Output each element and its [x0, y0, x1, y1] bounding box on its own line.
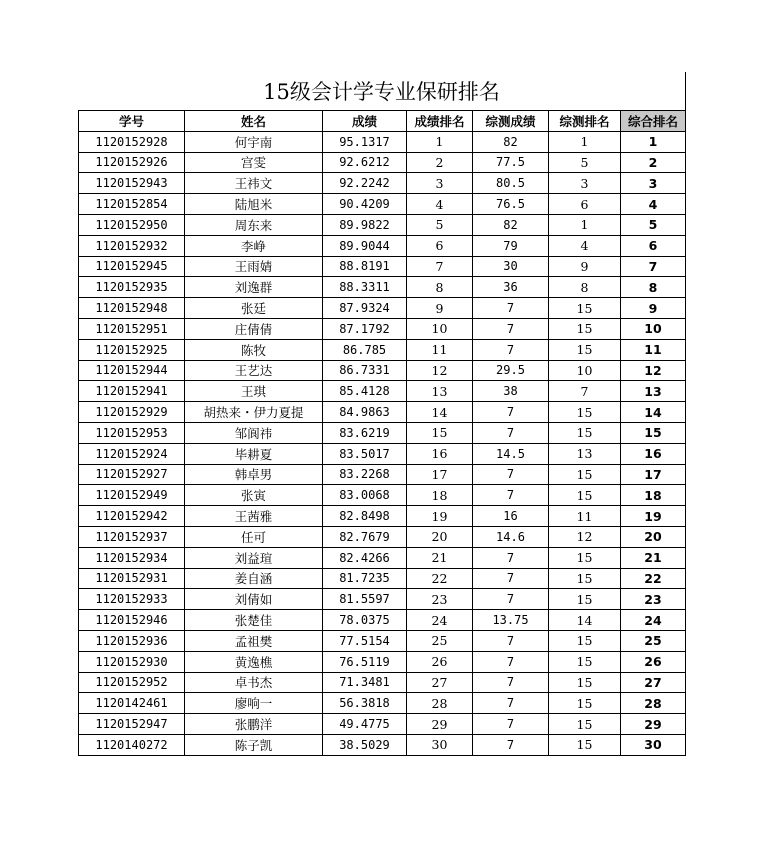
name-cell[interactable]: 卓书杰 — [185, 672, 323, 693]
score-rank-cell[interactable]: 18 — [407, 485, 473, 506]
student-id-cell[interactable]: 1120152941 — [79, 381, 185, 402]
eval-rank-cell[interactable]: 3 — [549, 173, 621, 194]
table-row — [79, 277, 686, 298]
overall-rank-cell[interactable]: 17 — [621, 464, 686, 485]
score-cell[interactable]: 83.5017 — [323, 443, 407, 464]
table-row — [79, 714, 686, 735]
table-row — [79, 485, 686, 506]
eval-rank-cell[interactable]: 4 — [549, 235, 621, 256]
score-rank-cell[interactable]: 21 — [407, 547, 473, 568]
score-rank-cell[interactable]: 19 — [407, 506, 473, 527]
table-row — [79, 422, 686, 443]
student-id-cell[interactable]: 1120152935 — [79, 277, 185, 298]
score-rank-cell[interactable]: 26 — [407, 651, 473, 672]
table-row — [79, 381, 686, 402]
score-rank-cell[interactable]: 14 — [407, 402, 473, 423]
overall-rank-cell[interactable]: 30 — [621, 734, 686, 755]
eval-score-cell[interactable]: 7 — [473, 714, 549, 735]
overall-rank-cell[interactable]: 10 — [621, 318, 686, 339]
eval-rank-cell[interactable]: 8 — [549, 277, 621, 298]
eval-score-cell[interactable]: 7 — [473, 422, 549, 443]
eval-rank-cell[interactable]: 15 — [549, 422, 621, 443]
eval-score-cell[interactable]: 80.5 — [473, 173, 549, 194]
student-id-cell[interactable]: 1120152927 — [79, 464, 185, 485]
student-id-cell[interactable]: 1120140272 — [79, 734, 185, 755]
score-rank-cell[interactable]: 28 — [407, 693, 473, 714]
name-cell[interactable]: 廖响一 — [185, 693, 323, 714]
eval-score-cell[interactable]: 77.5 — [473, 152, 549, 173]
score-rank-cell[interactable]: 23 — [407, 589, 473, 610]
table-row — [79, 672, 686, 693]
overall-rank-cell[interactable]: 6 — [621, 235, 686, 256]
name-cell[interactable]: 王艺达 — [185, 360, 323, 381]
eval-score-cell[interactable]: 7 — [473, 298, 549, 319]
name-cell[interactable]: 邹阆祎 — [185, 422, 323, 443]
table-row — [79, 547, 686, 568]
eval-rank-cell[interactable]: 15 — [549, 651, 621, 672]
score-rank-cell[interactable]: 20 — [407, 526, 473, 547]
score-cell[interactable]: 78.0375 — [323, 610, 407, 631]
header-overall-rank[interactable]: 综合排名 — [621, 111, 686, 132]
score-rank-cell[interactable]: 8 — [407, 277, 473, 298]
overall-rank-cell[interactable]: 2 — [621, 152, 686, 173]
table-row — [79, 256, 686, 277]
score-cell[interactable]: 87.9324 — [323, 298, 407, 319]
eval-score-cell[interactable]: 7 — [473, 672, 549, 693]
student-id-cell[interactable]: 1120152933 — [79, 589, 185, 610]
name-cell[interactable]: 何宇南 — [185, 131, 323, 152]
student-id-cell[interactable]: 1120152936 — [79, 630, 185, 651]
overall-rank-cell[interactable]: 9 — [621, 298, 686, 319]
name-cell[interactable]: 张楚佳 — [185, 610, 323, 631]
table-row — [79, 589, 686, 610]
student-id-cell[interactable]: 1120152943 — [79, 173, 185, 194]
score-rank-cell[interactable]: 16 — [407, 443, 473, 464]
eval-score-cell[interactable]: 79 — [473, 235, 549, 256]
eval-score-cell[interactable]: 7 — [473, 651, 549, 672]
name-cell[interactable]: 刘益瑄 — [185, 547, 323, 568]
table-row — [79, 526, 686, 547]
score-cell[interactable]: 92.2242 — [323, 173, 407, 194]
eval-rank-cell[interactable]: 10 — [549, 360, 621, 381]
student-id-cell[interactable]: 1120152942 — [79, 506, 185, 527]
eval-rank-cell[interactable]: 7 — [549, 381, 621, 402]
student-id-cell[interactable]: 1120152930 — [79, 651, 185, 672]
score-rank-cell[interactable]: 10 — [407, 318, 473, 339]
score-cell[interactable]: 83.2268 — [323, 464, 407, 485]
score-rank-cell[interactable]: 22 — [407, 568, 473, 589]
score-rank-cell[interactable]: 4 — [407, 194, 473, 215]
score-cell[interactable]: 90.4209 — [323, 194, 407, 215]
score-cell[interactable]: 81.5597 — [323, 589, 407, 610]
eval-score-cell[interactable]: 14.6 — [473, 526, 549, 547]
overall-rank-cell[interactable]: 8 — [621, 277, 686, 298]
student-id-cell[interactable]: 1120152950 — [79, 214, 185, 235]
name-cell[interactable]: 韩卓男 — [185, 464, 323, 485]
name-cell[interactable]: 王茜雅 — [185, 506, 323, 527]
table-row — [79, 630, 686, 651]
eval-rank-cell[interactable]: 1 — [549, 214, 621, 235]
eval-score-cell[interactable]: 7 — [473, 734, 549, 755]
name-cell[interactable]: 黄逸樵 — [185, 651, 323, 672]
overall-rank-cell[interactable]: 15 — [621, 422, 686, 443]
eval-score-cell[interactable]: 30 — [473, 256, 549, 277]
overall-rank-cell[interactable]: 16 — [621, 443, 686, 464]
table-row — [79, 693, 686, 714]
table-row — [79, 443, 686, 464]
eval-score-cell[interactable]: 7 — [473, 630, 549, 651]
name-cell[interactable]: 李峥 — [185, 235, 323, 256]
overall-rank-cell[interactable]: 11 — [621, 339, 686, 360]
student-id-cell[interactable]: 1120152926 — [79, 152, 185, 173]
score-cell[interactable]: 82.4266 — [323, 547, 407, 568]
header-score[interactable]: 成绩 — [323, 111, 407, 132]
student-id-cell[interactable]: 1120152953 — [79, 422, 185, 443]
table-row — [79, 734, 686, 755]
score-cell[interactable]: 38.5029 — [323, 734, 407, 755]
overall-rank-cell[interactable]: 1 — [621, 131, 686, 152]
eval-score-cell[interactable]: 29.5 — [473, 360, 549, 381]
header-score-rank[interactable]: 成绩排名 — [407, 111, 473, 132]
table-row — [79, 214, 686, 235]
student-id-cell[interactable]: 1120152925 — [79, 339, 185, 360]
eval-score-cell[interactable]: 7 — [473, 568, 549, 589]
eval-rank-cell[interactable]: 15 — [549, 734, 621, 755]
score-cell[interactable]: 88.3311 — [323, 277, 407, 298]
overall-rank-cell[interactable]: 26 — [621, 651, 686, 672]
eval-rank-cell[interactable]: 6 — [549, 194, 621, 215]
eval-rank-cell[interactable]: 15 — [549, 464, 621, 485]
table-row — [79, 568, 686, 589]
overall-rank-cell[interactable]: 25 — [621, 630, 686, 651]
score-rank-cell[interactable]: 25 — [407, 630, 473, 651]
score-rank-cell[interactable]: 11 — [407, 339, 473, 360]
name-cell[interactable]: 张廷 — [185, 298, 323, 319]
student-id-cell[interactable]: 1120152854 — [79, 194, 185, 215]
student-id-cell[interactable]: 1120152952 — [79, 672, 185, 693]
eval-score-cell[interactable]: 82 — [473, 131, 549, 152]
score-cell[interactable]: 81.7235 — [323, 568, 407, 589]
table-row — [79, 610, 686, 631]
score-rank-cell[interactable]: 17 — [407, 464, 473, 485]
overall-rank-cell[interactable]: 22 — [621, 568, 686, 589]
eval-rank-cell[interactable]: 15 — [549, 298, 621, 319]
eval-score-cell[interactable]: 7 — [473, 693, 549, 714]
eval-score-cell[interactable]: 7 — [473, 402, 549, 423]
eval-score-cell[interactable]: 7 — [473, 547, 549, 568]
table-row — [79, 464, 686, 485]
overall-rank-cell[interactable]: 18 — [621, 485, 686, 506]
student-id-cell[interactable]: 1120152934 — [79, 547, 185, 568]
score-rank-cell[interactable]: 9 — [407, 298, 473, 319]
header-eval-score[interactable]: 综测成绩 — [473, 111, 549, 132]
eval-rank-cell[interactable]: 15 — [549, 547, 621, 568]
score-cell[interactable]: 92.6212 — [323, 152, 407, 173]
eval-score-cell[interactable]: 7 — [473, 589, 549, 610]
name-cell[interactable]: 姜自涵 — [185, 568, 323, 589]
name-cell[interactable]: 陈牧 — [185, 339, 323, 360]
name-cell[interactable]: 孟祖樊 — [185, 630, 323, 651]
eval-score-cell[interactable]: 13.75 — [473, 610, 549, 631]
name-cell[interactable]: 胡热来・伊力夏提 — [185, 402, 323, 423]
name-cell[interactable]: 陆旭米 — [185, 194, 323, 215]
student-id-cell[interactable]: 1120152929 — [79, 402, 185, 423]
table-row — [79, 173, 686, 194]
table-row — [79, 402, 686, 423]
score-cell[interactable]: 85.4128 — [323, 381, 407, 402]
table-row — [79, 651, 686, 672]
score-rank-cell[interactable]: 12 — [407, 360, 473, 381]
name-cell[interactable]: 刘倩如 — [185, 589, 323, 610]
score-rank-cell[interactable]: 27 — [407, 672, 473, 693]
name-cell[interactable]: 王琪 — [185, 381, 323, 402]
score-cell[interactable]: 86.7331 — [323, 360, 407, 381]
eval-score-cell[interactable]: 7 — [473, 318, 549, 339]
score-rank-cell[interactable]: 2 — [407, 152, 473, 173]
eval-rank-cell[interactable]: 15 — [549, 672, 621, 693]
eval-rank-cell[interactable]: 15 — [549, 485, 621, 506]
score-cell[interactable]: 71.3481 — [323, 672, 407, 693]
name-cell[interactable]: 张寅 — [185, 485, 323, 506]
score-cell[interactable]: 82.8498 — [323, 506, 407, 527]
eval-rank-cell[interactable]: 15 — [549, 714, 621, 735]
eval-rank-cell[interactable]: 5 — [549, 152, 621, 173]
score-rank-cell[interactable]: 5 — [407, 214, 473, 235]
name-cell[interactable]: 宫雯 — [185, 152, 323, 173]
student-id-cell[interactable]: 1120152931 — [79, 568, 185, 589]
eval-rank-cell[interactable]: 9 — [549, 256, 621, 277]
header-eval-rank[interactable]: 综测排名 — [549, 111, 621, 132]
score-rank-cell[interactable]: 1 — [407, 131, 473, 152]
eval-score-cell[interactable]: 76.5 — [473, 194, 549, 215]
overall-rank-cell[interactable]: 13 — [621, 381, 686, 402]
score-cell[interactable]: 86.785 — [323, 339, 407, 360]
score-cell[interactable]: 56.3818 — [323, 693, 407, 714]
student-id-cell[interactable]: 1120152924 — [79, 443, 185, 464]
table-row — [79, 194, 686, 215]
eval-rank-cell[interactable]: 13 — [549, 443, 621, 464]
student-id-cell[interactable]: 1120152928 — [79, 131, 185, 152]
score-cell[interactable]: 83.6219 — [323, 422, 407, 443]
eval-rank-cell[interactable]: 15 — [549, 693, 621, 714]
name-cell[interactable]: 刘逸群 — [185, 277, 323, 298]
table-row — [79, 506, 686, 527]
eval-rank-cell[interactable]: 15 — [549, 630, 621, 651]
name-cell[interactable]: 庄倩倩 — [185, 318, 323, 339]
eval-score-cell[interactable]: 38 — [473, 381, 549, 402]
score-rank-cell[interactable]: 24 — [407, 610, 473, 631]
score-cell[interactable]: 77.5154 — [323, 630, 407, 651]
name-cell[interactable]: 周东来 — [185, 214, 323, 235]
score-cell[interactable]: 82.7679 — [323, 526, 407, 547]
eval-score-cell[interactable]: 7 — [473, 339, 549, 360]
name-cell[interactable]: 陈子凯 — [185, 734, 323, 755]
score-rank-cell[interactable]: 3 — [407, 173, 473, 194]
overall-rank-cell[interactable]: 29 — [621, 714, 686, 735]
score-cell[interactable]: 87.1792 — [323, 318, 407, 339]
eval-score-cell[interactable]: 16 — [473, 506, 549, 527]
overall-rank-cell[interactable]: 14 — [621, 402, 686, 423]
score-cell[interactable]: 88.8191 — [323, 256, 407, 277]
name-cell[interactable]: 毕耕夏 — [185, 443, 323, 464]
eval-score-cell[interactable]: 14.5 — [473, 443, 549, 464]
student-id-cell[interactable]: 1120152947 — [79, 714, 185, 735]
table-row — [79, 318, 686, 339]
score-cell[interactable]: 76.5119 — [323, 651, 407, 672]
eval-score-cell[interactable]: 36 — [473, 277, 549, 298]
student-id-cell[interactable]: 1120152944 — [79, 360, 185, 381]
student-id-cell[interactable]: 1120152946 — [79, 610, 185, 631]
overall-rank-cell[interactable]: 4 — [621, 194, 686, 215]
score-rank-cell[interactable]: 30 — [407, 734, 473, 755]
student-id-cell[interactable]: 1120142461 — [79, 693, 185, 714]
eval-score-cell[interactable]: 7 — [473, 485, 549, 506]
overall-rank-cell[interactable]: 3 — [621, 173, 686, 194]
score-rank-cell[interactable]: 7 — [407, 256, 473, 277]
overall-rank-cell[interactable]: 23 — [621, 589, 686, 610]
overall-rank-cell[interactable]: 28 — [621, 693, 686, 714]
student-id-cell[interactable]: 1120152949 — [79, 485, 185, 506]
score-cell[interactable]: 84.9863 — [323, 402, 407, 423]
eval-rank-cell[interactable]: 15 — [549, 339, 621, 360]
table-row — [79, 152, 686, 173]
score-rank-cell[interactable]: 15 — [407, 422, 473, 443]
name-cell[interactable]: 任可 — [185, 526, 323, 547]
score-cell[interactable]: 83.0068 — [323, 485, 407, 506]
eval-rank-cell[interactable]: 1 — [549, 131, 621, 152]
score-cell[interactable]: 95.1317 — [323, 131, 407, 152]
overall-rank-cell[interactable]: 21 — [621, 547, 686, 568]
eval-rank-cell[interactable]: 15 — [549, 318, 621, 339]
score-cell[interactable]: 89.9044 — [323, 235, 407, 256]
name-cell[interactable]: 王祎文 — [185, 173, 323, 194]
eval-rank-cell[interactable]: 11 — [549, 506, 621, 527]
eval-score-cell[interactable]: 7 — [473, 464, 549, 485]
eval-score-cell[interactable]: 82 — [473, 214, 549, 235]
overall-rank-cell[interactable]: 5 — [621, 214, 686, 235]
eval-rank-cell[interactable]: 12 — [549, 526, 621, 547]
overall-rank-cell[interactable]: 7 — [621, 256, 686, 277]
overall-rank-cell[interactable]: 24 — [621, 610, 686, 631]
overall-rank-cell[interactable]: 27 — [621, 672, 686, 693]
eval-rank-cell[interactable]: 14 — [549, 610, 621, 631]
overall-rank-cell[interactable]: 20 — [621, 526, 686, 547]
eval-rank-cell[interactable]: 15 — [549, 568, 621, 589]
header-row — [79, 111, 686, 132]
header-name[interactable]: 姓名 — [185, 111, 323, 132]
name-cell[interactable]: 张鹏洋 — [185, 714, 323, 735]
student-id-cell[interactable]: 1120152945 — [79, 256, 185, 277]
ranking-table — [78, 110, 686, 756]
cell-border-line — [685, 72, 686, 110]
eval-rank-cell[interactable]: 15 — [549, 589, 621, 610]
eval-rank-cell[interactable]: 15 — [549, 402, 621, 423]
name-cell[interactable]: 王雨婧 — [185, 256, 323, 277]
score-rank-cell[interactable]: 13 — [407, 381, 473, 402]
table-row — [79, 235, 686, 256]
table-row — [79, 360, 686, 381]
score-cell[interactable]: 49.4775 — [323, 714, 407, 735]
overall-rank-cell[interactable]: 12 — [621, 360, 686, 381]
overall-rank-cell[interactable]: 19 — [621, 506, 686, 527]
table-row — [79, 339, 686, 360]
table-row — [79, 298, 686, 319]
sheet-title: 15级会计学专业保研排名 — [263, 80, 500, 104]
student-id-cell[interactable]: 1120152951 — [79, 318, 185, 339]
table-row — [79, 131, 686, 152]
student-id-cell[interactable]: 1120152948 — [79, 298, 185, 319]
header-student-id[interactable]: 学号 — [79, 111, 185, 132]
score-rank-cell[interactable]: 29 — [407, 714, 473, 735]
student-id-cell[interactable]: 1120152932 — [79, 235, 185, 256]
score-rank-cell[interactable]: 6 — [407, 235, 473, 256]
student-id-cell[interactable]: 1120152937 — [79, 526, 185, 547]
score-cell[interactable]: 89.9822 — [323, 214, 407, 235]
